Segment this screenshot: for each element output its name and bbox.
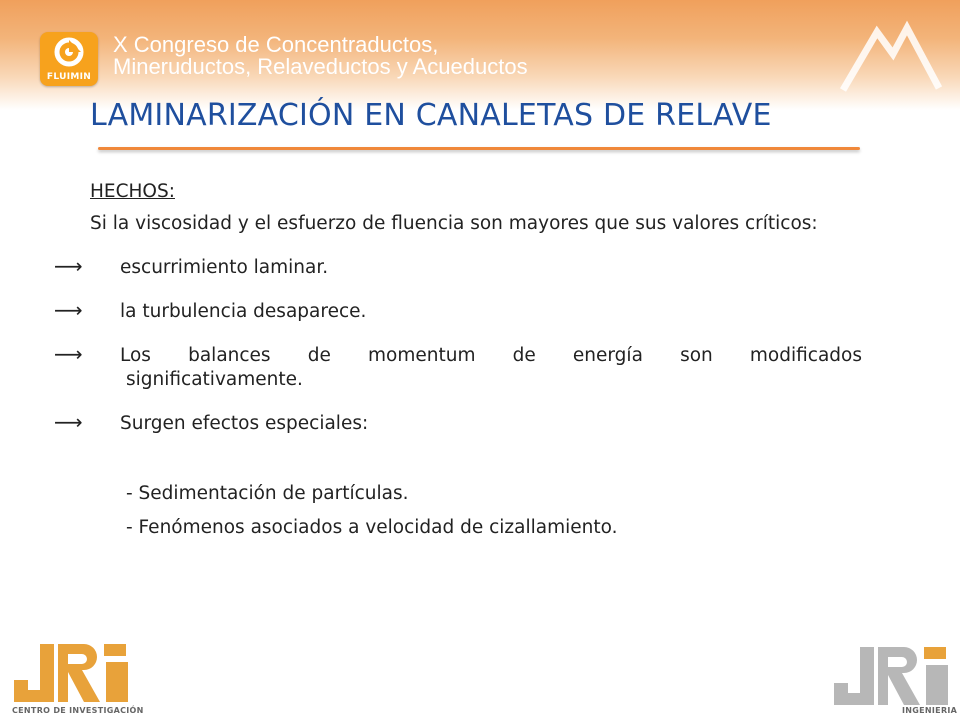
fluimin-logo [40, 32, 98, 86]
congress-line-2: Mineruductos, Relaveductos y Acueductos [113, 54, 528, 79]
bullet-point [54, 410, 862, 436]
title-underline [98, 147, 860, 150]
bullet-point [54, 298, 862, 324]
bullet-text: la turbulencia desaparece. [120, 301, 367, 322]
bullet-text: Surgen efectos especiales: [120, 413, 369, 434]
arrow-icon: ⟶ [54, 298, 83, 322]
jri-logo-left [12, 640, 138, 704]
logo-text: FLUIMIN [46, 72, 92, 82]
intro-paragraph: Si la viscosidad y el esfuerzo de fluencia son mayores que sus valores críticos: [90, 213, 818, 234]
arrow-icon: ⟶ [54, 254, 83, 278]
mountains-icon [835, 10, 945, 100]
bullet-point [54, 254, 862, 280]
congress-title [113, 34, 528, 78]
arrow-icon: ⟶ [54, 410, 83, 434]
slide-body [54, 180, 862, 550]
sub-list [90, 482, 862, 540]
arrow-icon: ⟶ [54, 342, 83, 366]
slide-title: LAMINARIZACIÓN EN CANALETAS DE RELAVE [90, 98, 772, 133]
bullet-point [54, 342, 862, 392]
jri-caption-left: CENTRO DE INVESTIGACIÓN [12, 706, 144, 715]
sub-list-item: - Sedimentación de partículas. [126, 483, 409, 504]
jri-caption-right: INGENIERIA [902, 706, 958, 715]
congress-line-1: X Congreso de Concentraductos, [113, 32, 439, 57]
fluimin-logo-icon [51, 36, 87, 68]
bullet-text: escurrimiento laminar. [120, 257, 329, 278]
jri-logo-right [832, 643, 958, 707]
section-heading: HECHOS: [90, 181, 175, 202]
bullet-text: Los balances de momentum de energía son modificados significativamente. [120, 345, 862, 390]
sub-list-item: - Fenómenos asociados a velocidad de cizallamiento. [126, 517, 618, 538]
